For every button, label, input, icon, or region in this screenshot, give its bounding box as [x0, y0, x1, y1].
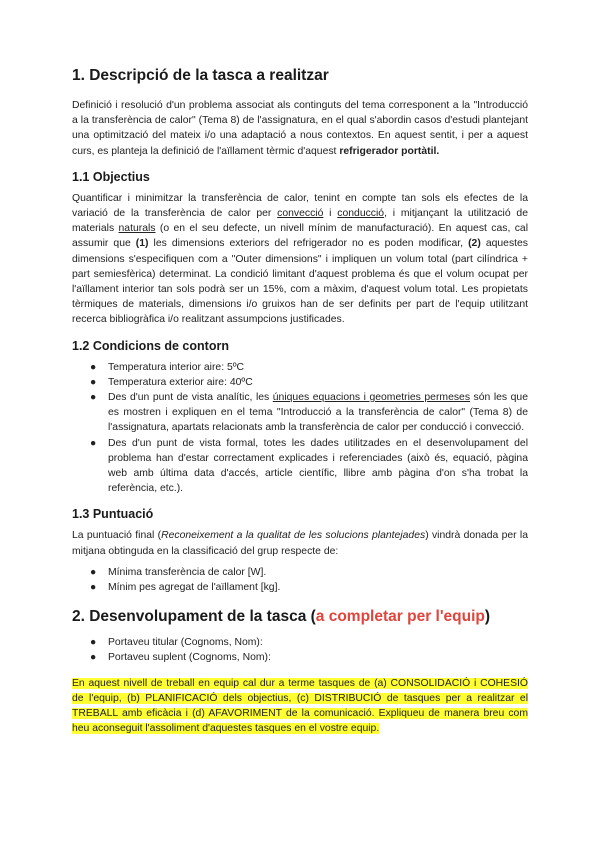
- list-item: ● Mínima transferència de calor [W].: [72, 565, 528, 580]
- bullet-icon: ●: [90, 582, 97, 594]
- bullet-icon: ●: [90, 437, 97, 449]
- highlight-text: En aquest nivell de treball en equip cal dur a terme tasques de (a) CONSOLIDACIÓ i COHESIÓ de l'equip, (b) PLANIFICACIÓ dels objectius, (c) DISTRIBUCIÓ de tasques per a realitzar el TREBALL amb eficàcia i (d) AFAVORIMENT de la comunicació. Expliqueu de manera breu com heu aconseguit l'assoliment d'aquestes tasques en el vostre equip.: [72, 677, 528, 735]
- list-item: ● Mínim pes agregat de l'aïllament [kg].: [72, 580, 528, 595]
- list-item: ● Portaveu suplent (Cognoms, Nom):: [72, 650, 528, 665]
- objectius-paragraph: Quantificar i minimitzar la transferència de calor, tenint en compte tan sols els efectes de la variació de la transferència de calor per convecció i conducció, i mitjançant la utilització de materials naturals (o en el seu defecte, un nivell mínim de manufacturació). En aquest cas, cal assumir que (1) les dimensions exteriors del refrigerador no es poden modificar, (2) aquestes dimensions s'especifiquen com a "Outer dimensions" i impliquen un volum total (part cilíndrica + part semiesfèrica) determinat. La condició limitant d'aquest problema és que el volum ocupat per l'aïllament interior tan sols podrà ser un 15%, com a màxim, d'aquest volum total. Les propietats tèrmiques de materials, dimensions i/o gruixos han de ser definits per part de l'equip utilitzant recerca bibliogràfica i/o realitzant assumpcions justificades.: [72, 192, 529, 326]
- list-item: ● Temperatura exterior aire: 40ºC: [72, 375, 528, 390]
- section-1-title: 1. Descripció de la tasca a realitzar: [72, 67, 329, 84]
- section-1-intro: Definició i resolució d'un problema associat als continguts del tema corresponent a la "Introducció a la transferència de calor" (Tema 8) de l'assignatura, en el qual s'abordin casos d'estudi plantejant una optimització del mateix i/o una adaptació a nous contextos. En aquest sentit, i per a aquest curs, es planteja la definició de l'aïllament tèrmic d'aquest refrigerador portàtil.: [72, 100, 528, 157]
- list-item: ● Temperatura interior aire: 5ºC: [72, 360, 528, 375]
- portaveu-list: [72, 635, 528, 665]
- bullet-icon: ●: [90, 361, 97, 373]
- condicions-list: [72, 360, 528, 497]
- highlighted-instructions: [72, 676, 528, 737]
- bullet-icon: ●: [90, 392, 97, 404]
- condicions-title: 1.2 Condicions de contorn: [72, 338, 229, 353]
- list-item: ● Des d'un punt de vista formal, totes les dades utilitzades en el desenvolupament del problema han d'estar correctament explicades i referenciades (això és, equació, pàgina web amb última data d'accés, article científic, llibre amb pàgina d'on s'ha trobat la referència, etc.).: [90, 437, 528, 495]
- bullet-icon: ●: [90, 652, 97, 664]
- bullet-icon: ●: [90, 566, 97, 578]
- puntuacio-paragraph: La puntuació final (Reconeixement a la qualitat de les solucions plantejades) vindrà donada per la mitjana obtinguda en la classificació del grup respecte de:: [72, 530, 528, 557]
- section-2-accent: a completar per l'equip: [315, 608, 485, 626]
- list-item: ● Des d'un punt de vista analític, les úniques equacions i geometries permeses són les que es mostren i expliquen en el tema "Introducció a la transferència de calor" (Tema 8) de l'assignatura, apartats relacionats amb la transferència de calor per conducció i convecció.: [90, 392, 528, 434]
- bullet-icon: ●: [90, 376, 97, 388]
- bullet-icon: ●: [90, 637, 97, 649]
- puntuacio-list: [72, 565, 528, 595]
- objectius-title: 1.1 Objectius: [72, 169, 150, 184]
- puntuacio-title: 1.3 Puntuació: [72, 507, 154, 522]
- document-page: [72, 66, 528, 743]
- list-item: ● Portaveu titular (Cognoms, Nom):: [72, 635, 528, 650]
- section-2-title: 2. Desenvolupament de la tasca (a completar per l'equip): [72, 608, 491, 626]
